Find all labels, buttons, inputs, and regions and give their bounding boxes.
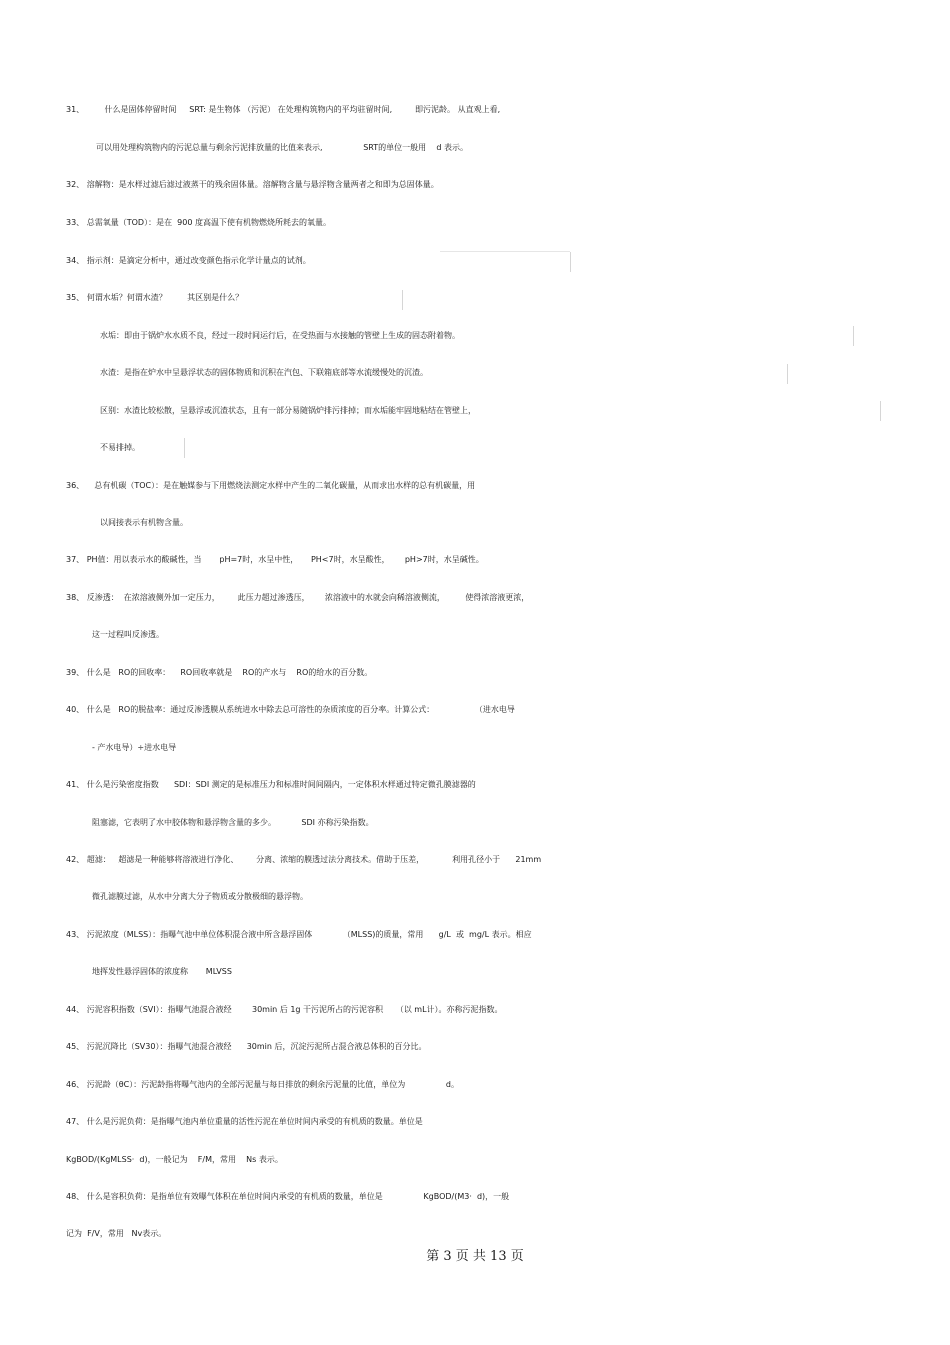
scan-mark [570,252,571,272]
text-line-35-slag: 水渣：是指在炉水中呈悬浮状态的固体物质和沉积在汽包、下联箱底部等水流缓慢处的沉渣。 [100,368,428,377]
scan-mark [853,326,854,346]
text-line-35-diff: 区别：水渣比较松散，呈悬浮或沉渣状态，且有一部分易随锅炉排污排掉；而水垢能牢固地粘结在管壁上， [100,406,476,415]
scan-mark [440,251,570,252]
text-line-45: 45、 污泥沉降比（SV30）：指曝气池混合液经 30min 后，沉淀污泥所占混合液总体积的百分比。 [66,1042,427,1051]
text-line-31a: 31、 什么是固体停留时间 SRT: 是生物体 （污泥） 在处理构筑物内的平均驻留时间, 即污泥龄。 从直观上看, [66,105,501,114]
text-line-33: 33、 总需氧量（TOD）：是在 900 度高温下使有机物燃烧所耗去的氧量。 [66,218,331,227]
text-line-34: 34、 指示剂：是滴定分析中，通过改变颜色指示化学计量点的试剂。 [66,256,311,265]
text-line-35: 35、 何谓水垢？何谓水渣？ 其区别是什么？ [66,293,244,302]
text-line-47b: KgBOD/(KgMLSS· d)，一般记为 F/M，常用 Ns 表示。 [66,1155,283,1164]
text-line-42a: 42、 超滤： 超滤是一种能够将溶液进行净化、 分离、浓缩的膜透过法分离技术。借助于压差， 利用孔径小于 21mm [66,855,542,864]
text-line-39: 39、 什么是 RO的回收率： RO回收率就是 RO的产水与 RO的给水的百分数。 [66,668,373,677]
scan-mark [184,438,185,458]
text-line-46: 46、 污泥龄（θC）：污泥龄指将曝气池内的全部污泥量与每日排放的剩余污泥量的比值，单位为 d。 [66,1080,459,1089]
text-line-43a: 43、 污泥浓度（MLSS）：指曝气池中单位体积混合液中所含悬浮固体 （MLSS)的质量，常用 g/L 或 mg/L 表示。相应 [66,930,532,939]
text-line-40a: 40、 什么是 RO的脱盐率：通过反渗透膜从系统进水中除去总可溶性的杂质浓度的百分率。计算公式： （进水电导 [66,705,515,714]
text-line-40b: - 产水电导）÷进水电导 [92,743,177,752]
text-line-37: 37、 PH值：用以表示水的酸碱性，当 pH=7时，水呈中性， PH<7时，水呈酸性， pH>7时，水呈碱性。 [66,555,484,564]
text-line-38a: 38、 反渗透： 在浓溶液侧外加一定压力， 此压力超过渗透压， 浓溶液中的水就会向稀溶液侧流， 使得浓溶液更浓， [66,593,530,602]
text-line-42b: 微孔滤膜过滤，从水中分离大分子物质或分散极细的悬浮物。 [92,892,308,901]
text-line-38b: 这一过程叫反渗透。 [92,630,164,639]
text-line-41a: 41、 什么是污染密度指数 SDI：SDI 测定的是标准压力和标准时间间隔内，一定体积水样通过特定微孔膜滤器的 [66,780,476,789]
text-line-44: 44、 污泥容积指数（SVI）：指曝气池混合液经 30min 后 1g 干污泥所占的污泥容积 （以 mL计）。亦称污泥指数。 [66,1005,503,1014]
text-line-43b: 地挥发性悬浮固体的浓度称 MLVSS [92,967,232,976]
text-line-36b: 以间接表示有机物含量。 [100,518,188,527]
text-line-47a: 47、 什么是污泥负荷：是指曝气池内单位重量的活性污泥在单位时间内承受的有机质的数量。单位是 [66,1117,423,1126]
scan-mark [787,364,788,384]
text-line-35-scale: 水垢：即由于锅炉水水质不良，经过一段时间运行后，在受热面与水接触的管壁上生成的固态附着物。 [100,331,460,340]
text-line-36a: 36、 总有机碳（TOC）：是在触媒参与下用燃烧法测定水样中产生的二氧化碳量，从而求出水样的总有机碳量，用 [66,481,476,490]
text-line-31b: 可以用处理构筑物内的污泥总量与剩余污泥排放量的比值来表示, SRT的单位一般用 d 表示。 [96,143,468,152]
page-footer: 第 3 页 共 13 页 [426,1249,524,1264]
text-line-41b: 阻塞滤，它表明了水中胶体物和悬浮物含量的多少。 SDI 亦称污染指数。 [92,818,374,827]
text-line-35-diff-cont: 不易排掉。 [100,443,140,452]
text-line-32: 32、 溶解物：是水样过滤后滤过液蒸干的残余固体量。溶解物含量与悬浮物含量两者之和即为总固体量。 [66,180,439,189]
scan-mark [880,401,881,421]
text-line-48a: 48、 什么是容积负荷：是指单位有效曝气体积在单位时间内承受的有机质的数量，单位是 KgBOD/(M3· d)，一般 [66,1192,510,1201]
scan-mark [402,290,403,310]
text-line-48b: 记为 F/V，常用 Nv表示。 [66,1229,167,1238]
